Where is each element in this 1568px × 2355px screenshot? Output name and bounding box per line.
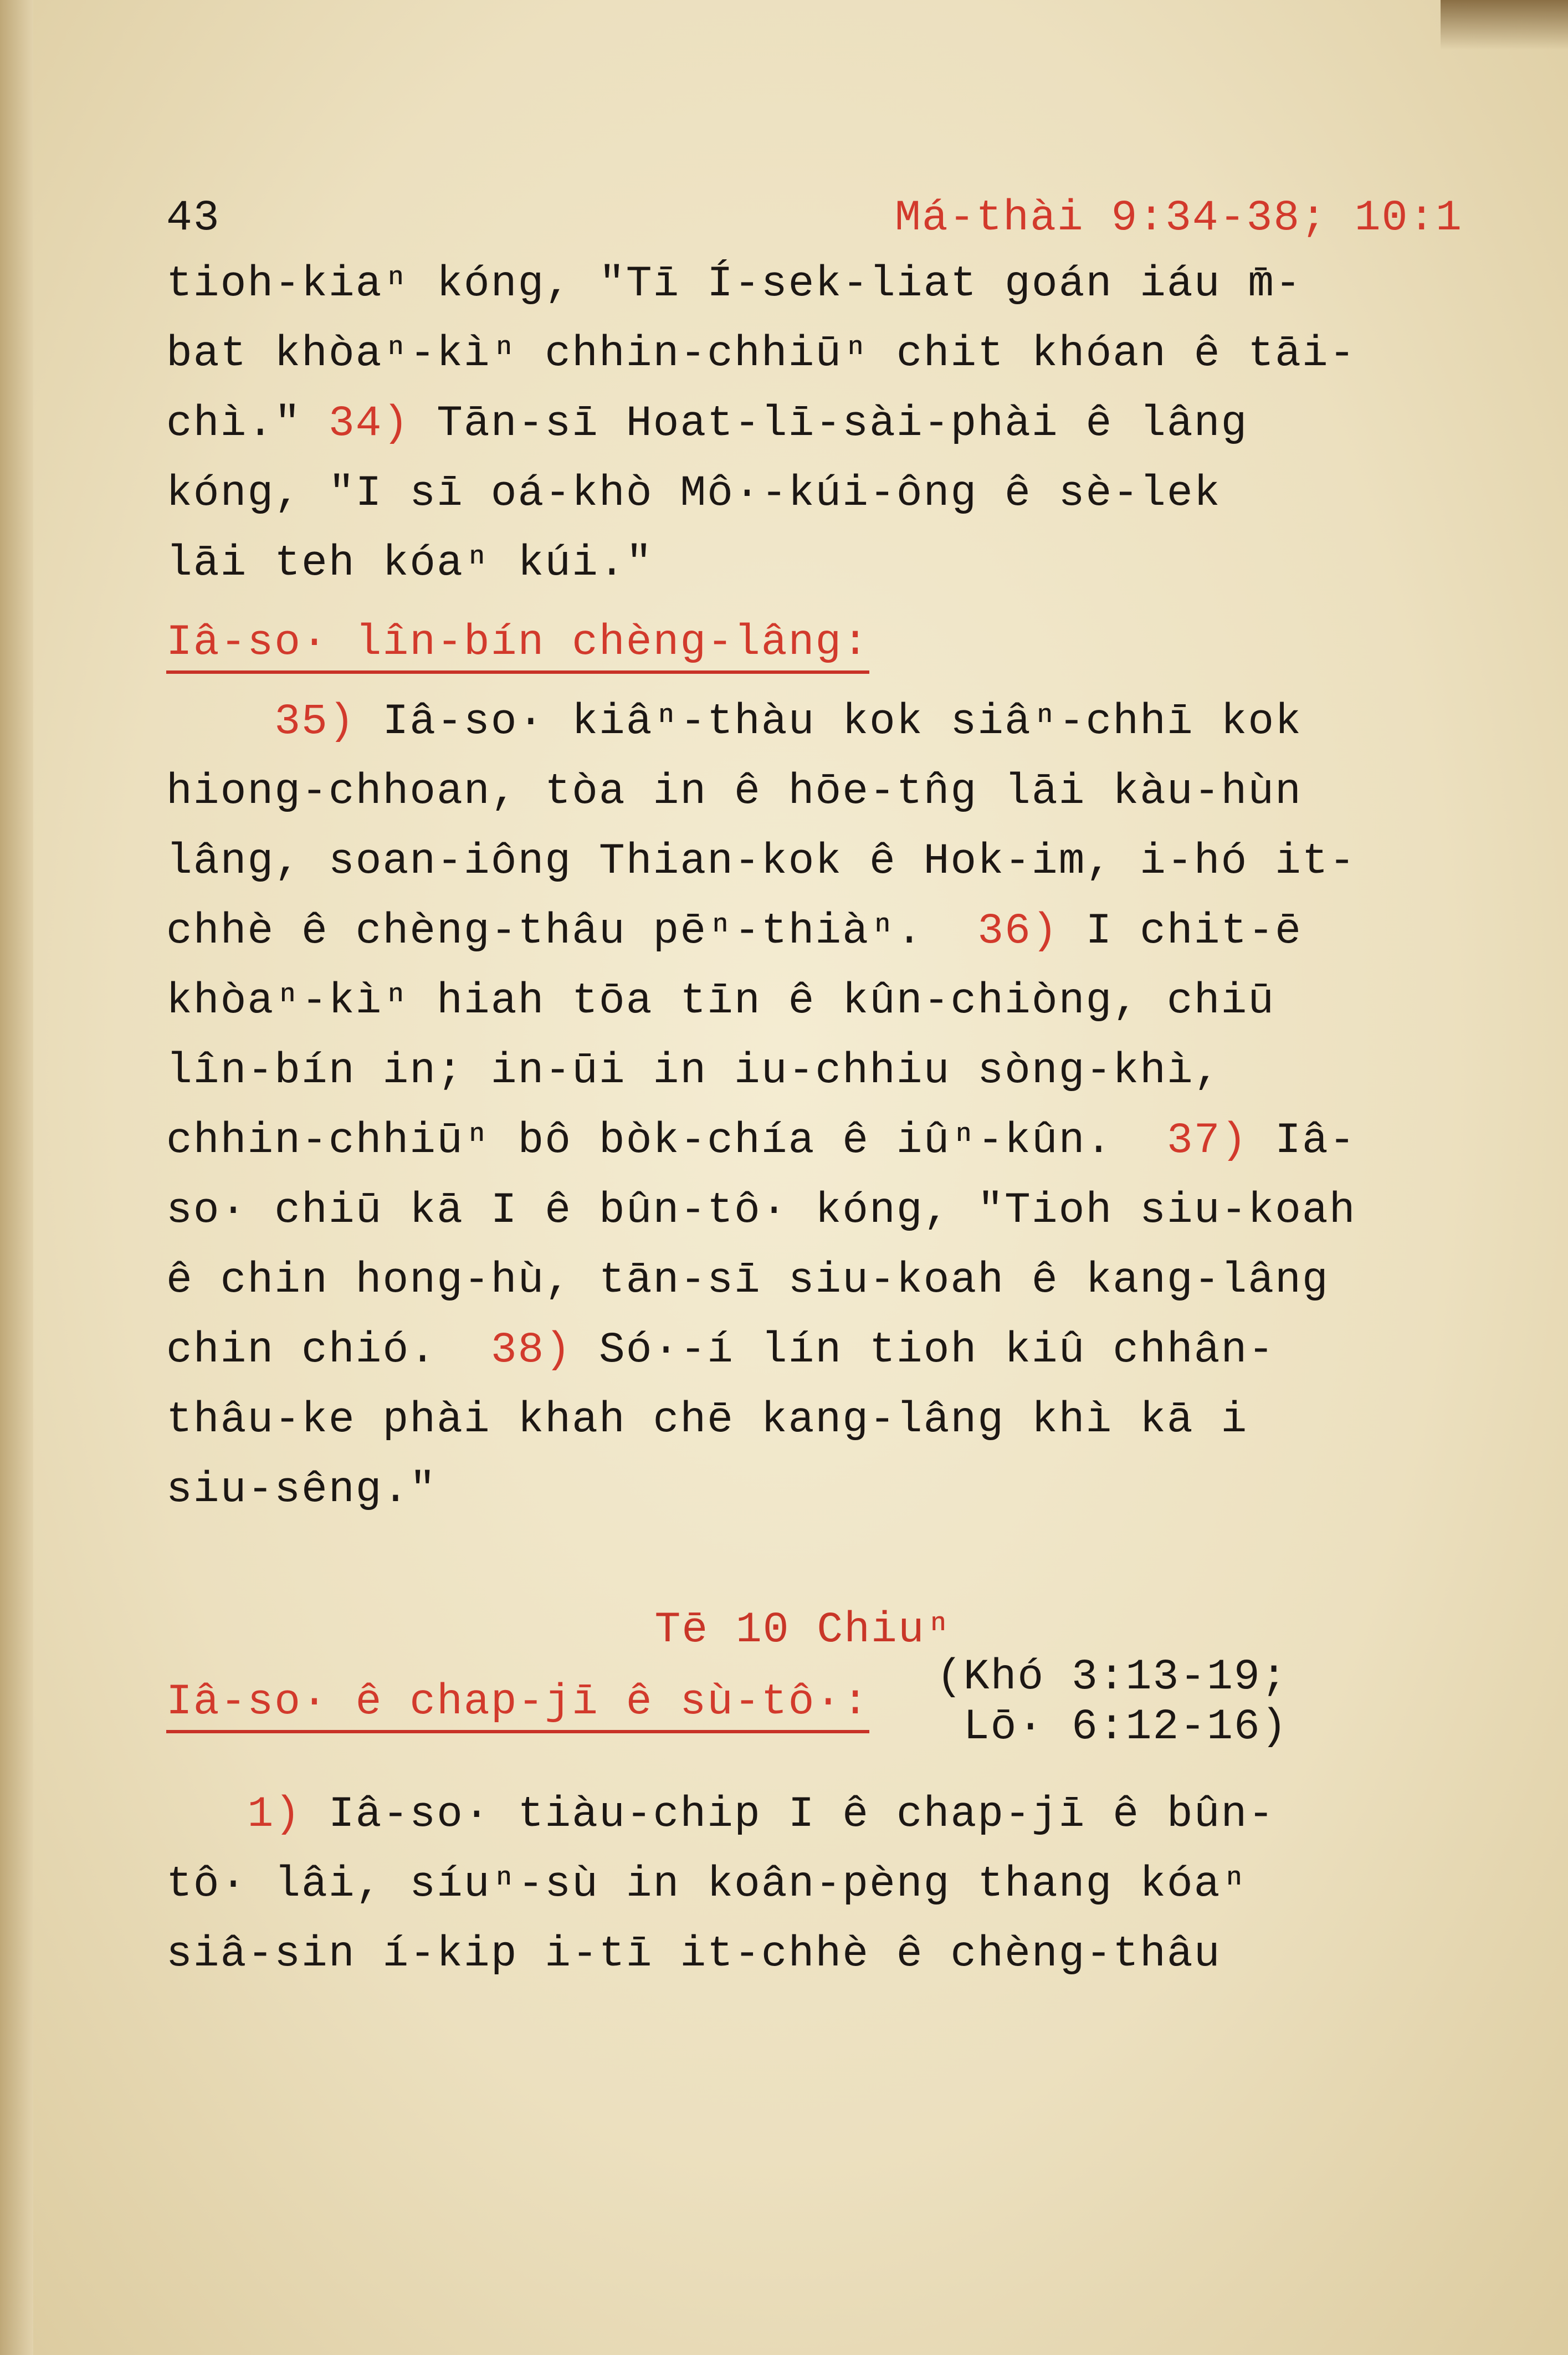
text-span: Só·-í lín tioh kiû chhân- xyxy=(572,1326,1275,1375)
text-line: siâ-sin í-kip i-tī it-chhè ê chèng-thâu xyxy=(166,1930,1221,1979)
text-line: siu-sêng." xyxy=(166,1466,437,1514)
section-heading-row xyxy=(166,598,1441,687)
text-block xyxy=(166,183,1463,1989)
cross-reference xyxy=(936,1652,1288,1752)
text-line xyxy=(166,1780,1441,1850)
verse-number: 37) xyxy=(1166,1117,1248,1165)
text-span: I chit-ē xyxy=(1058,907,1302,956)
spacer xyxy=(166,1525,1441,1586)
running-head: Má-thài 9:34-38; 10:1 xyxy=(895,194,1463,243)
text-span: Iâ-so· kiâⁿ-thàu kok siâⁿ-chhī kok xyxy=(355,698,1302,746)
text-span: chì." xyxy=(166,400,329,448)
text-line: hiong-chhoan, tòa in ê hōe-tn̂g lāi kàu-hùn xyxy=(166,767,1302,816)
page-header xyxy=(166,183,1463,249)
text-line: tô· lâi, síuⁿ-sù in koân-pèng thang kóaⁿ xyxy=(166,1860,1248,1909)
text-span: chhin-chhiūⁿ bô bòk-chía ê iûⁿ-kûn. xyxy=(166,1117,1167,1165)
text-span: Tān-sī Hoat-lī-sài-phài ê lâng xyxy=(409,400,1248,448)
text-line: bat khòaⁿ-kìⁿ chhin-chhiūⁿ chit khóan ê tāi- xyxy=(166,330,1356,378)
text-line: thâu-ke phài khah chē kang-lâng khì kā i xyxy=(166,1396,1248,1445)
verse-number: 35) xyxy=(274,698,356,746)
page-binding-edge xyxy=(0,0,33,2355)
section-heading: Iâ-so· lîn-bín chèng-lâng: xyxy=(166,615,869,674)
page-number: 43 xyxy=(166,194,221,243)
text-line xyxy=(166,1315,1441,1385)
cross-reference-line: Lō· 6:12-16) xyxy=(936,1703,1288,1752)
page-corner-shadow xyxy=(1441,0,1568,50)
text-span: Iâ- xyxy=(1248,1117,1356,1165)
text-line xyxy=(166,389,1441,459)
verse-number: 34) xyxy=(328,400,410,448)
text-line: ê chin hong-hù, tān-sī siu-koah ê kang-lâng xyxy=(166,1256,1329,1305)
text-span: chin chió. xyxy=(166,1326,491,1375)
chapter-title: Tē 10 Chiuⁿ xyxy=(654,1606,952,1655)
section-heading-row xyxy=(166,1653,1441,1780)
text-line: tioh-kiaⁿ kóng, "Tī Í-sek-liat goán iáu m̄- xyxy=(166,260,1302,309)
text-line: lîn-bín in; in-ūi in iu-chhiu sòng-khì, xyxy=(166,1047,1221,1095)
cross-reference-line: (Khó 3:13-19; xyxy=(936,1653,1288,1702)
verse-number: 38) xyxy=(490,1326,572,1375)
text-line xyxy=(166,687,1441,757)
text-line: lāi teh kóaⁿ kúi." xyxy=(166,539,653,588)
text-line: lâng, soan-iông Thian-kok ê Hok-im, i-hó it- xyxy=(166,837,1356,886)
section-heading: Iâ-so· ê chap-jī ê sù-tô·: xyxy=(166,1675,869,1733)
text-line: kóng, "I sī oá-khò Mô·-kúi-ông ê sè-lek xyxy=(166,469,1221,518)
text-line: so· chiū kā I ê bûn-tô· kóng, "Tioh siu-koah xyxy=(166,1186,1356,1235)
text-line: khòaⁿ-kìⁿ hiah tōa tīn ê kûn-chiòng, chiū xyxy=(166,977,1275,1026)
verse-number: 36) xyxy=(977,907,1059,956)
text-line xyxy=(166,897,1441,966)
text-line xyxy=(166,1106,1441,1176)
verse-number: 1) xyxy=(247,1790,302,1839)
text-span: Iâ-so· tiàu-chip I ê chap-jī ê bûn- xyxy=(301,1790,1275,1839)
text-span: chhè ê chèng-thâu pēⁿ-thiàⁿ. xyxy=(166,907,978,956)
